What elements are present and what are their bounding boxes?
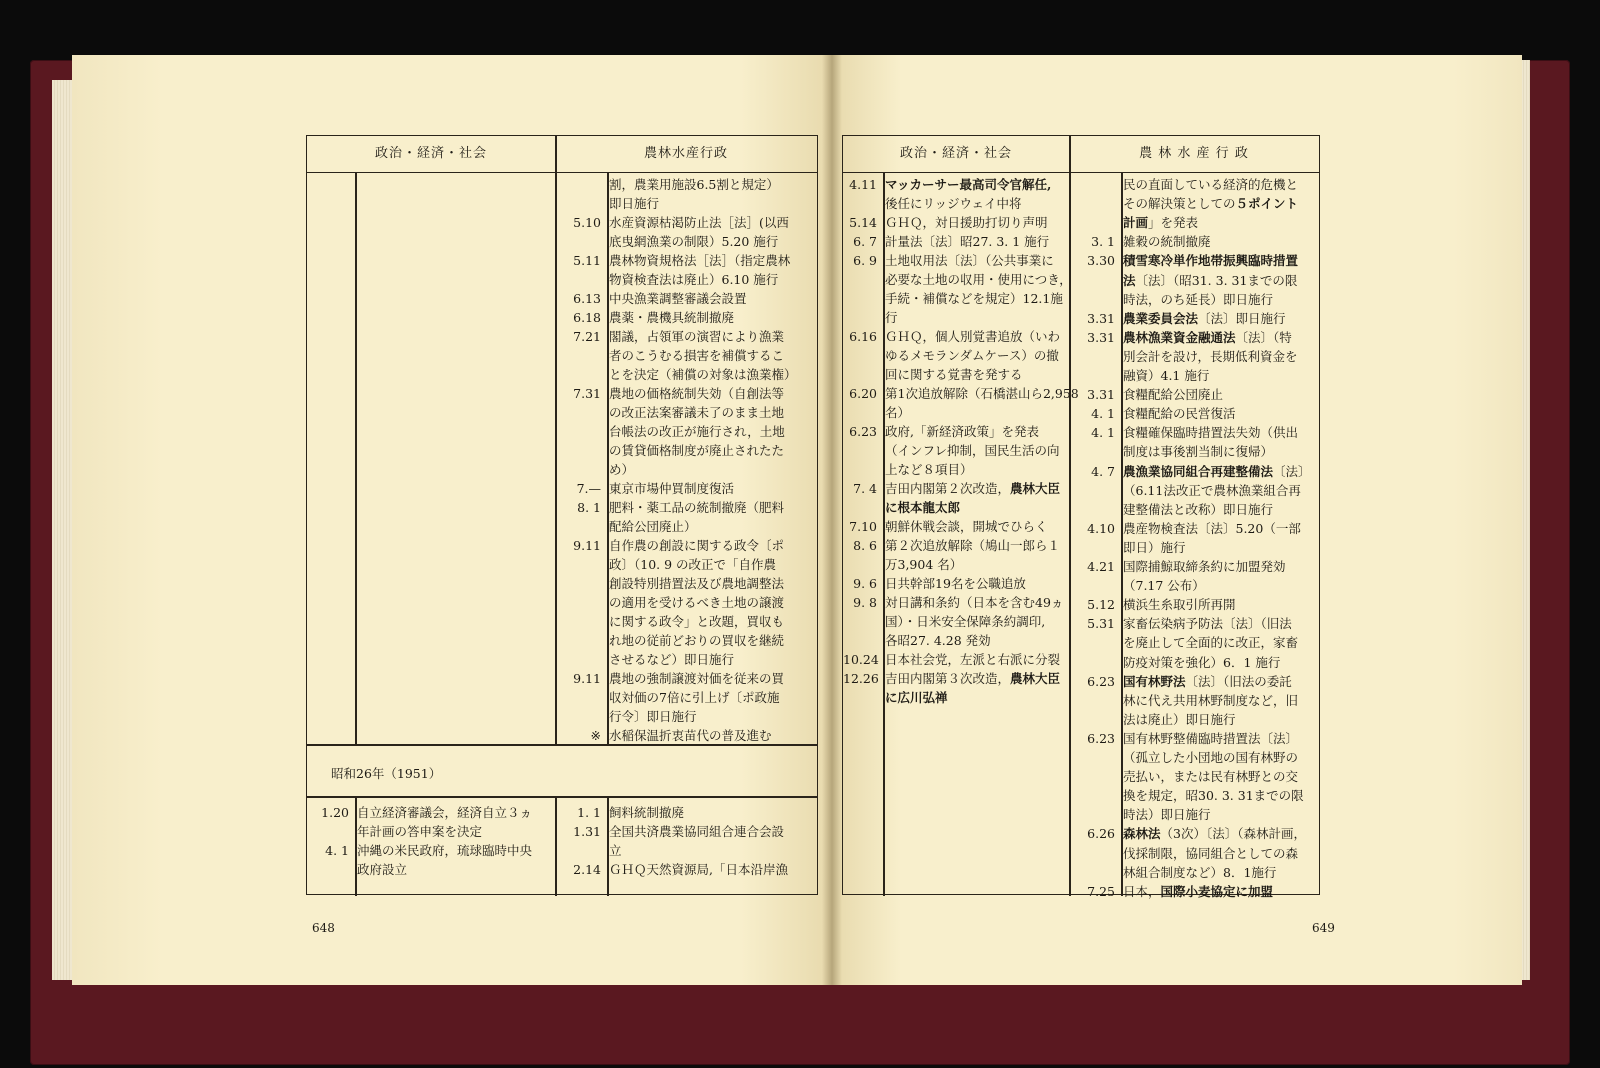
- entry-text: [885, 480, 1060, 499]
- entry-text-main: 物資検査法は廃止）6.10 施行: [609, 272, 779, 287]
- entry-text-tail: 〔法〕（特: [1235, 329, 1292, 345]
- entry-text: [885, 613, 1045, 632]
- entry-text: [1123, 386, 1223, 405]
- entry-text-main: 立: [609, 843, 622, 858]
- entry-text-main: 全国共済農業協同組合連合会設: [609, 824, 785, 839]
- entry-date: 2.14: [573, 862, 601, 877]
- entry-date: 4.11: [849, 177, 877, 192]
- entry-text: [885, 309, 898, 328]
- entry-text: [357, 861, 407, 880]
- entry-text: [1123, 272, 1297, 291]
- entry-text: [1123, 291, 1273, 310]
- entry-text-main: 農林物資規格法［法］（指定農林: [609, 253, 791, 268]
- entry-date: 8. 1: [577, 500, 601, 515]
- entry-text: [609, 823, 784, 842]
- year-divider-bottom: [307, 796, 817, 798]
- entry-date: 5.10: [573, 215, 601, 230]
- entry-text-main: 農林漁業資金融通法: [1123, 329, 1236, 345]
- entry-text-main: 政府,「新経済政策」を発表: [885, 424, 1039, 439]
- entry-text-main: 各昭27. 4.28 発効: [885, 633, 991, 648]
- entry-text: [1123, 864, 1276, 883]
- entry-text: [1123, 424, 1298, 443]
- entry-text: [609, 347, 784, 366]
- entry-text-main: 農業委員会法: [1123, 310, 1199, 326]
- entry-text-main: 食糧確保臨時措置法失効（供出: [1123, 425, 1299, 441]
- entry-text: [609, 727, 772, 746]
- entry-date: 4. 1: [325, 843, 349, 858]
- entry-date: 1.31: [573, 824, 601, 839]
- entry-text-main: 沖縄の米民政府，琉球臨時中央: [357, 843, 533, 858]
- entry-text-main: 食糧配給の民営復活: [1123, 406, 1236, 422]
- entry-date: 12.26: [843, 671, 879, 686]
- entry-text: [885, 252, 1054, 271]
- entry-text-main: 計量法〔法〕昭27. 3. 1 施行: [885, 234, 1050, 249]
- entry-text-main: ゆるメモランダムケース）の撤: [885, 348, 1059, 363]
- entry-text-main: とを決定（補償の対象は漁業権）: [609, 367, 797, 382]
- entry-text-main: （孤立した小団地の国有林野の: [1123, 750, 1299, 765]
- entry-text: [1123, 176, 1298, 195]
- entry-date: 9.11: [573, 671, 601, 686]
- entry-text-main: 即日）施行: [1123, 539, 1186, 555]
- entry-text-main: 者のこうむる損害を補償するこ: [609, 348, 785, 363]
- entry-date: 9.11: [573, 538, 601, 553]
- entry-text-main: ＧＨＱ天然資源局,「日本沿岸漁: [609, 862, 788, 877]
- entry-text: [609, 537, 784, 556]
- entry-text-main: 行: [885, 310, 898, 325]
- entry-text-main: 時法）即日施行: [1123, 807, 1211, 823]
- entry-text: [609, 499, 784, 518]
- entry-text-main: （インフレ抑制，国民生活の向: [885, 443, 1060, 458]
- entry-text: [885, 271, 1072, 290]
- entry-text-main: 雑穀の統制撤廃: [1123, 234, 1211, 250]
- entry-text-main: 国有林野整備臨時措置法〔法〕: [1123, 730, 1299, 746]
- entry-text: [1123, 787, 1304, 806]
- entry-text-main: 肥料・薬工品の統制撤廃（肥料: [609, 500, 785, 515]
- entry-date: 6.26: [1087, 826, 1115, 842]
- entry-text-main: 農地の価格統制失効（自創法等: [609, 386, 785, 401]
- entry-date: 3.30: [1087, 253, 1115, 269]
- entry-text-main: 閣議，占領軍の演習により漁業: [609, 329, 785, 344]
- entry-text-tail: 〔法〕（昭31. 3. 31までの限: [1135, 272, 1298, 288]
- entry-text: [609, 195, 659, 214]
- entry-text: [609, 233, 778, 252]
- entry-text: [1123, 634, 1298, 653]
- entry-text-main: 自立経済審議会，経済自立３ヵ: [357, 805, 533, 820]
- entry-text: [1123, 233, 1211, 252]
- entry-date: 7.—: [576, 481, 601, 496]
- entry-text-main: 売払い，または民有林野との交: [1123, 769, 1299, 785]
- entry-text: [1123, 768, 1298, 787]
- entry-text: [885, 461, 973, 480]
- left-table: [306, 135, 818, 895]
- entry-date: 1. 1: [577, 805, 601, 820]
- entry-text: [609, 613, 784, 632]
- entry-text-main: 計画: [1123, 215, 1149, 231]
- entry-date: 7.10: [849, 519, 877, 534]
- entry-text-main: め）: [609, 462, 635, 477]
- entry-text: [885, 214, 1048, 233]
- entry-text-main: 自作農の創設に関する政令〔ポ: [609, 538, 785, 553]
- entry-text-main: 吉田内閣第３次改造，: [885, 671, 1011, 686]
- entry-text-main: 伐採制限，協同組合としての森: [1123, 845, 1299, 861]
- entry-text-main: 朝鮮休戦会談，開城でひらく: [885, 519, 1048, 534]
- left-table-header: [307, 136, 817, 173]
- entry-text: [1123, 463, 1311, 482]
- entry-text-main: れ地の従前どおりの買収を継続: [609, 633, 785, 648]
- entry-text-main: 森林法: [1123, 826, 1161, 842]
- entry-text-main: 時法，のち延長）即日施行: [1123, 291, 1274, 307]
- entry-text: [357, 823, 482, 842]
- entry-text: [609, 252, 790, 271]
- entry-text: [357, 804, 532, 823]
- entry-text-main: 食糧配給公団廃止: [1123, 387, 1224, 403]
- entry-text: [885, 632, 991, 651]
- entry-text: [609, 328, 784, 347]
- entry-text: [885, 404, 910, 423]
- entry-text-main: 建整備法と改称）即日施行: [1123, 501, 1274, 517]
- entry-text-main: 第２次追放解除（鳩山一郎ら１: [885, 538, 1061, 553]
- entry-text-main: 日本，: [1123, 883, 1161, 899]
- entry-text: [609, 518, 697, 537]
- entry-text: [1123, 749, 1298, 768]
- entry-date: 6. 9: [853, 253, 877, 268]
- entry-text-main: 法は廃止）即日施行: [1123, 711, 1236, 727]
- entry-date: 5.12: [1087, 597, 1115, 613]
- entry-date: 4.10: [1087, 520, 1115, 536]
- date-divider: [355, 172, 357, 745]
- entry-text-main: 東京市場仲買制度復活: [609, 481, 735, 496]
- entry-text: [885, 233, 1049, 252]
- entry-text-main: 農産物検査法〔法〕5.20（一部: [1123, 520, 1301, 536]
- entry-date: 6.23: [1087, 673, 1115, 689]
- book-gutter: [822, 55, 842, 985]
- entry-text: [1123, 367, 1209, 386]
- entry-text: [609, 461, 634, 480]
- entry-text-main: させるなど）即日施行: [609, 652, 735, 667]
- entry-date: 7. 4: [853, 481, 877, 496]
- entry-text: [1123, 539, 1186, 558]
- entry-text-main: 水産資源枯渇防止法［法］(以西: [609, 215, 789, 230]
- entry-text: [885, 594, 1063, 613]
- entry-date: 4. 7: [1091, 463, 1115, 479]
- entry-text-main: 万3,904 名）: [885, 557, 963, 572]
- entry-text: [609, 651, 734, 670]
- entry-text-main: 換を規定，昭30. 3. 31までの限: [1123, 788, 1304, 804]
- entry-text-main: 名）: [885, 405, 911, 420]
- entry-text-main: 国際捕鯨取締条約に加盟発効: [1123, 559, 1286, 574]
- entry-text: [1123, 348, 1298, 367]
- entry-text: [609, 594, 784, 613]
- entry-text: [1123, 558, 1286, 577]
- entry-text-main: 融資）4.1 施行: [1123, 368, 1210, 383]
- year-label: 昭和26年（1951）: [331, 766, 442, 781]
- entry-text-main: 国）・日米安全保障条約調印,: [885, 614, 1046, 629]
- entry-text-main: を廃止して全面的に改正，家畜: [1123, 635, 1299, 651]
- entry-text-main: の適用を受けるべき土地の譲渡: [609, 595, 785, 610]
- entry-text-main: ＧＨＱ，個人別覚書追放（いわ: [885, 329, 1061, 344]
- entry-text: [885, 176, 1051, 195]
- entry-text-main: 日共幹部19名を公職追放: [885, 576, 1026, 591]
- entry-text: [1123, 405, 1236, 424]
- entry-date: 6.23: [849, 424, 877, 439]
- entry-text: [1123, 825, 1306, 844]
- entry-date: 6.13: [573, 291, 601, 306]
- entry-text-main: 防疫対策を強化）6．1 施行: [1123, 654, 1281, 670]
- entry-text-tail: 国際小麦協定に加盟: [1160, 883, 1274, 899]
- entry-text: [357, 842, 532, 861]
- entry-text-main: （6.11法改正で農林漁業組合再: [1123, 482, 1301, 498]
- right-page: [832, 55, 1522, 985]
- entry-date: 3.31: [1087, 310, 1115, 326]
- entry-text-main: 手続・補償などを規定）12.1施: [885, 291, 1063, 306]
- entry-text: [885, 347, 1059, 366]
- entry-text: [1123, 596, 1236, 615]
- entry-text: [885, 499, 960, 518]
- entry-text-main: 林に代え共用林野制度など，旧: [1123, 692, 1299, 708]
- entry-text-main: 民の直面している経済的危機と: [1123, 177, 1299, 192]
- entry-text: [885, 518, 1048, 537]
- entry-date: 4. 1: [1091, 406, 1115, 422]
- entry-text: [609, 689, 779, 708]
- entry-text-tail: （3次）〔法〕（森林計画，: [1160, 826, 1306, 842]
- entry-text: [1123, 214, 1198, 233]
- entry-date: 7.25: [1087, 883, 1115, 899]
- left-page: [72, 55, 832, 985]
- entry-text: [1123, 692, 1298, 711]
- entry-text-main: マッカーサー最高司令官解任,: [885, 177, 1052, 192]
- entry-text-main: 日本社会党，左派と右派に分裂: [885, 652, 1061, 667]
- entry-date: 6. 7: [853, 234, 877, 249]
- entry-text-main: 第1次追放解除（石橋湛山ら2,958: [885, 386, 1079, 401]
- entry-text: [885, 575, 1026, 594]
- entry-text: [885, 385, 1079, 404]
- entry-text-main: に根本龍太郎: [885, 500, 961, 515]
- entry-text-main: 後任にリッジウェイ中将: [885, 196, 1022, 211]
- entry-text-main: 中央漁業調整審議会設置: [609, 291, 747, 306]
- entry-text-main: 上など８項目）: [885, 462, 973, 477]
- entry-text: [1123, 195, 1298, 214]
- entry-text-main: 配給公団廃止）: [609, 519, 697, 534]
- entry-text-main: 制度は事後割当制に復帰）: [1123, 444, 1274, 460]
- entry-text: [609, 632, 784, 651]
- entry-text: [885, 651, 1060, 670]
- entry-text-tail: 農林大臣: [1010, 671, 1061, 686]
- entry-text: [1123, 845, 1298, 864]
- entry-text: [609, 804, 684, 823]
- entry-text: [609, 842, 622, 861]
- entry-text-main: 林組合制度など）8．1施行: [1123, 864, 1277, 880]
- entry-date: 5.14: [849, 215, 877, 230]
- entry-text: [1123, 482, 1301, 501]
- entry-text-main: 農薬・農機具統制撤廃: [609, 310, 735, 325]
- entry-text: [1123, 730, 1298, 749]
- entry-date: 3.31: [1087, 329, 1115, 345]
- entry-text: [885, 689, 948, 708]
- entry-text-tail: 〔法〕（旧法の委託: [1185, 673, 1292, 689]
- entry-text-main: 農漁業協同組合再建整備法: [1123, 463, 1274, 479]
- entry-text: [609, 366, 797, 385]
- entry-text-main: （7.17 公布）: [1123, 578, 1205, 594]
- entry-text: [885, 195, 1022, 214]
- entry-text: [1123, 654, 1280, 673]
- entry-text-main: 農地の強制譲渡対価を従来の買: [609, 671, 785, 686]
- entry-date: 10.24: [843, 652, 879, 667]
- entry-text-main: 年計画の答申案を決定: [357, 824, 483, 839]
- entry-text-main: の賃貸価格制度が廃止されたた: [609, 443, 785, 458]
- header-agri: 農林水産行政: [643, 146, 728, 161]
- entry-date: 8. 6: [853, 538, 877, 553]
- entry-text: [1123, 615, 1292, 634]
- entry-text-tail: 〔法〕: [1273, 463, 1311, 479]
- entry-text: [609, 176, 779, 195]
- entry-date: 6.20: [849, 386, 877, 401]
- entry-text-main: 即日施行: [609, 196, 660, 211]
- entry-text-main: 収対価の7倍に引上げ〔ポ政施: [609, 690, 780, 705]
- entry-text-main: に広川弘禅: [885, 690, 948, 705]
- page-number: 648: [312, 921, 335, 935]
- entry-text-main: 別会計を設け，長期低利資金を: [1123, 348, 1298, 364]
- entry-text-main: に関する政令」と改題，買収も: [609, 614, 785, 629]
- entry-text-main: の改正法案審議未了のまま土地: [609, 405, 785, 420]
- entry-text: [609, 861, 788, 880]
- entry-text: [885, 442, 1060, 461]
- entry-date: 1.20: [321, 805, 349, 820]
- entry-text: [885, 290, 1063, 309]
- entry-date: 9. 6: [853, 576, 877, 591]
- entry-text-main: 対日講和条約（日本を含む49ヵ: [885, 595, 1064, 610]
- entry-text: [1123, 501, 1273, 520]
- entry-text: [885, 670, 1060, 689]
- entry-text: [609, 385, 784, 404]
- entry-text: [1123, 443, 1273, 462]
- entry-text-main: 土地収用法〔法〕（公共事業に: [885, 253, 1054, 268]
- header-politics: 政治・経済・社会: [899, 146, 1012, 161]
- entry-text: [1123, 520, 1301, 539]
- entry-text: [1123, 711, 1236, 730]
- entry-text-main: 国有林野法: [1123, 673, 1186, 689]
- entry-text: [1123, 673, 1292, 692]
- entry-text: [1123, 329, 1292, 348]
- right-table-header: [843, 136, 1319, 173]
- entry-text-tail: 」を発表: [1148, 215, 1199, 231]
- entry-text: [1123, 310, 1286, 329]
- entry-text: [885, 366, 1023, 385]
- entry-text-main: 法: [1123, 272, 1136, 288]
- entry-date: 3.31: [1087, 387, 1115, 403]
- entry-text: [609, 214, 789, 233]
- header-politics: 政治・経済・社会: [374, 146, 487, 161]
- entry-text-main: 吉田内閣第２次改造，: [885, 481, 1011, 496]
- entry-text: [885, 537, 1060, 556]
- entry-text: [1123, 883, 1273, 902]
- entry-text-tail: 〔法〕即日施行: [1198, 310, 1286, 326]
- entry-text: [609, 556, 776, 575]
- entry-text: [609, 423, 785, 442]
- entry-text-tail: 農林大臣: [1010, 481, 1061, 496]
- entry-date: 9. 8: [853, 595, 877, 610]
- entry-text: [885, 423, 1039, 442]
- entry-text: [609, 708, 697, 727]
- entry-date: 4.21: [1087, 559, 1115, 574]
- entry-text: [1123, 806, 1211, 825]
- entry-text: [609, 442, 784, 461]
- entry-text: [609, 404, 784, 423]
- entry-text: [609, 290, 747, 309]
- right-table: [842, 135, 1320, 899]
- entry-text: [609, 271, 778, 290]
- entry-text: [1123, 252, 1298, 271]
- entry-text-main: 台帳法の改正が施行され，土地: [609, 424, 785, 439]
- entry-text-main: 創設特別措置法及び農地調整法: [609, 576, 785, 591]
- entry-text-main: 底曳網漁業の制限）5.20 施行: [609, 234, 779, 249]
- header-agri: 農 林 水 産 行 政: [1139, 146, 1249, 161]
- entry-text: [1123, 577, 1205, 596]
- entry-text: [609, 670, 784, 689]
- entry-date: 6.16: [849, 329, 877, 344]
- entry-date: 5.31: [1087, 616, 1115, 632]
- entry-text: [609, 575, 784, 594]
- entry-text: [609, 309, 734, 328]
- entry-date: 7.21: [573, 329, 601, 344]
- entry-text-main: 飼料統制撤廃: [609, 805, 685, 820]
- entry-date: 6.18: [573, 310, 601, 325]
- entry-text-main: 水稲保温折衷苗代の普及進む: [609, 728, 772, 743]
- entry-text-tail: ５ポイント: [1235, 196, 1299, 212]
- entry-text-main: 行令〕即日施行: [609, 709, 697, 724]
- entry-text-main: 横浜生糸取引所再開: [1123, 597, 1236, 613]
- entry-text-main: 家畜伝染病予防法〔法〕（旧法: [1123, 616, 1292, 632]
- entry-date: 6.23: [1087, 730, 1115, 746]
- entry-date: 4. 1: [1091, 425, 1115, 441]
- entry-date: 3. 1: [1091, 234, 1115, 250]
- entry-text-main: 回に関する覚書を発する: [885, 367, 1023, 382]
- entry-text-main: 必要な土地の収用・使用につき，: [885, 272, 1072, 287]
- entry-text-main: 政〕（10. 9 の改正で「自作農: [609, 557, 777, 572]
- page-number: 649: [1312, 921, 1335, 935]
- entry-text-main: 割，農業用施設6.5割と規定）: [609, 177, 779, 192]
- entry-text: [609, 480, 734, 499]
- entry-text: [885, 556, 962, 575]
- entry-text-main: 積雪寒冷単作地帯振興臨時措置: [1123, 253, 1299, 269]
- entry-date: 5.11: [573, 253, 601, 268]
- entry-text-main: ＧＨＱ，対日援助打切り声明: [885, 215, 1048, 230]
- entry-text: [885, 328, 1060, 347]
- entry-text-main: その解決策としての: [1123, 196, 1236, 212]
- entry-date: ※: [590, 728, 601, 743]
- entry-text-main: 政府設立: [357, 862, 408, 877]
- entry-date: 7.31: [573, 386, 601, 401]
